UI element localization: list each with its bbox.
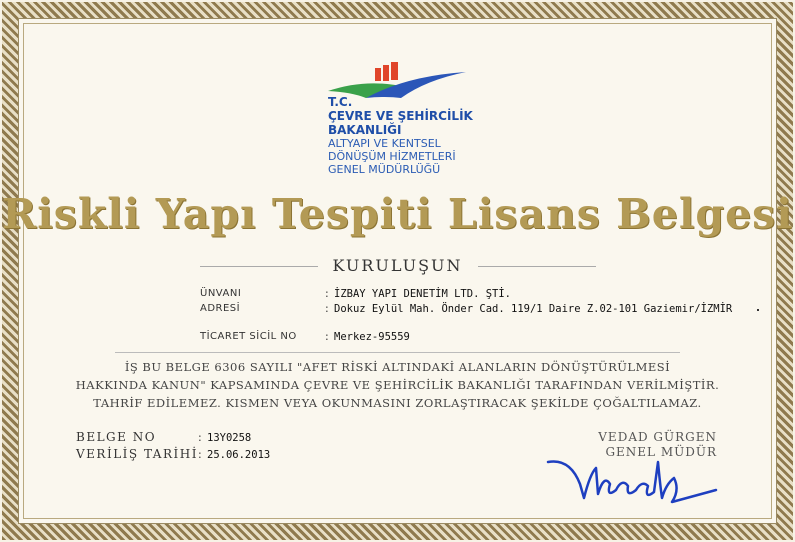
date-value: 25.06.2013 bbox=[207, 449, 271, 461]
colon: : bbox=[198, 431, 202, 444]
signer-name: VEDAD GÜRGEN bbox=[598, 430, 717, 444]
ministry-name bbox=[328, 95, 473, 176]
divider bbox=[115, 352, 680, 353]
adresi-value: Dokuz Eylül Mah. Önder Cad. 119/1 Daire Z.02-101 Gaziemir/İZMİR bbox=[334, 303, 733, 315]
unvani-label: ÜNVANI bbox=[200, 288, 242, 299]
adresi-label: ADRESİ bbox=[200, 303, 241, 314]
sicil-value: Merkez-95559 bbox=[334, 331, 410, 343]
signature-icon bbox=[540, 454, 725, 514]
ministry-line: GENEL MÜDÜRLÜĞÜ bbox=[328, 163, 441, 176]
colon: : bbox=[325, 330, 329, 343]
divider bbox=[478, 266, 596, 267]
signer-role: GENEL MÜDÜR bbox=[605, 445, 717, 459]
ministry-line: ÇEVRE VE ŞEHİRCİLİK bbox=[328, 109, 473, 123]
ministry-line: BAKANLIĞI bbox=[328, 123, 402, 137]
colon: : bbox=[198, 448, 202, 461]
section-heading: KURULUŞUN bbox=[332, 256, 463, 275]
legal-line: TAHRİF EDİLEMEZ. KISMEN VEYA OKUNMASINI ZORLAŞTIRACAK ŞEKİLDE ÇOĞALTILAMAZ. bbox=[93, 396, 702, 410]
legal-line: İŞ BU BELGE 6306 SAYILI "AFET RİSKİ ALTINDAKİ ALANLARIN DÖNÜŞTÜRÜLMESİ bbox=[124, 360, 671, 374]
belge-no-value: 13Y0258 bbox=[207, 432, 252, 444]
sicil-label: TİCARET SİCİL NO bbox=[200, 331, 297, 342]
colon: : bbox=[325, 302, 329, 315]
belge-no-label: BELGE NO bbox=[76, 430, 157, 444]
date-label: VERİLİŞ TARİHİ bbox=[76, 447, 198, 461]
dot-mark bbox=[757, 309, 759, 311]
unvani-value: İZBAY YAPI DENETİM LTD. ŞTİ. bbox=[334, 288, 512, 300]
colon: : bbox=[325, 287, 329, 300]
ministry-line: ALTYAPI VE KENTSEL bbox=[328, 137, 441, 150]
ministry-line: DÖNÜŞÜM HİZMETLERİ bbox=[328, 150, 456, 163]
ministry-line: T.C. bbox=[328, 95, 353, 109]
legal-line: HAKKINDA KANUN" KAPSAMINDA ÇEVRE VE ŞEHİRCİLİK BAKANLIĞI TARAFINDAN VERİLMİŞTİR. bbox=[75, 378, 720, 392]
certificate-title: Riskli Yapı Tespiti Lisans Belgesi bbox=[2, 190, 793, 238]
legal-text bbox=[0, 358, 795, 412]
